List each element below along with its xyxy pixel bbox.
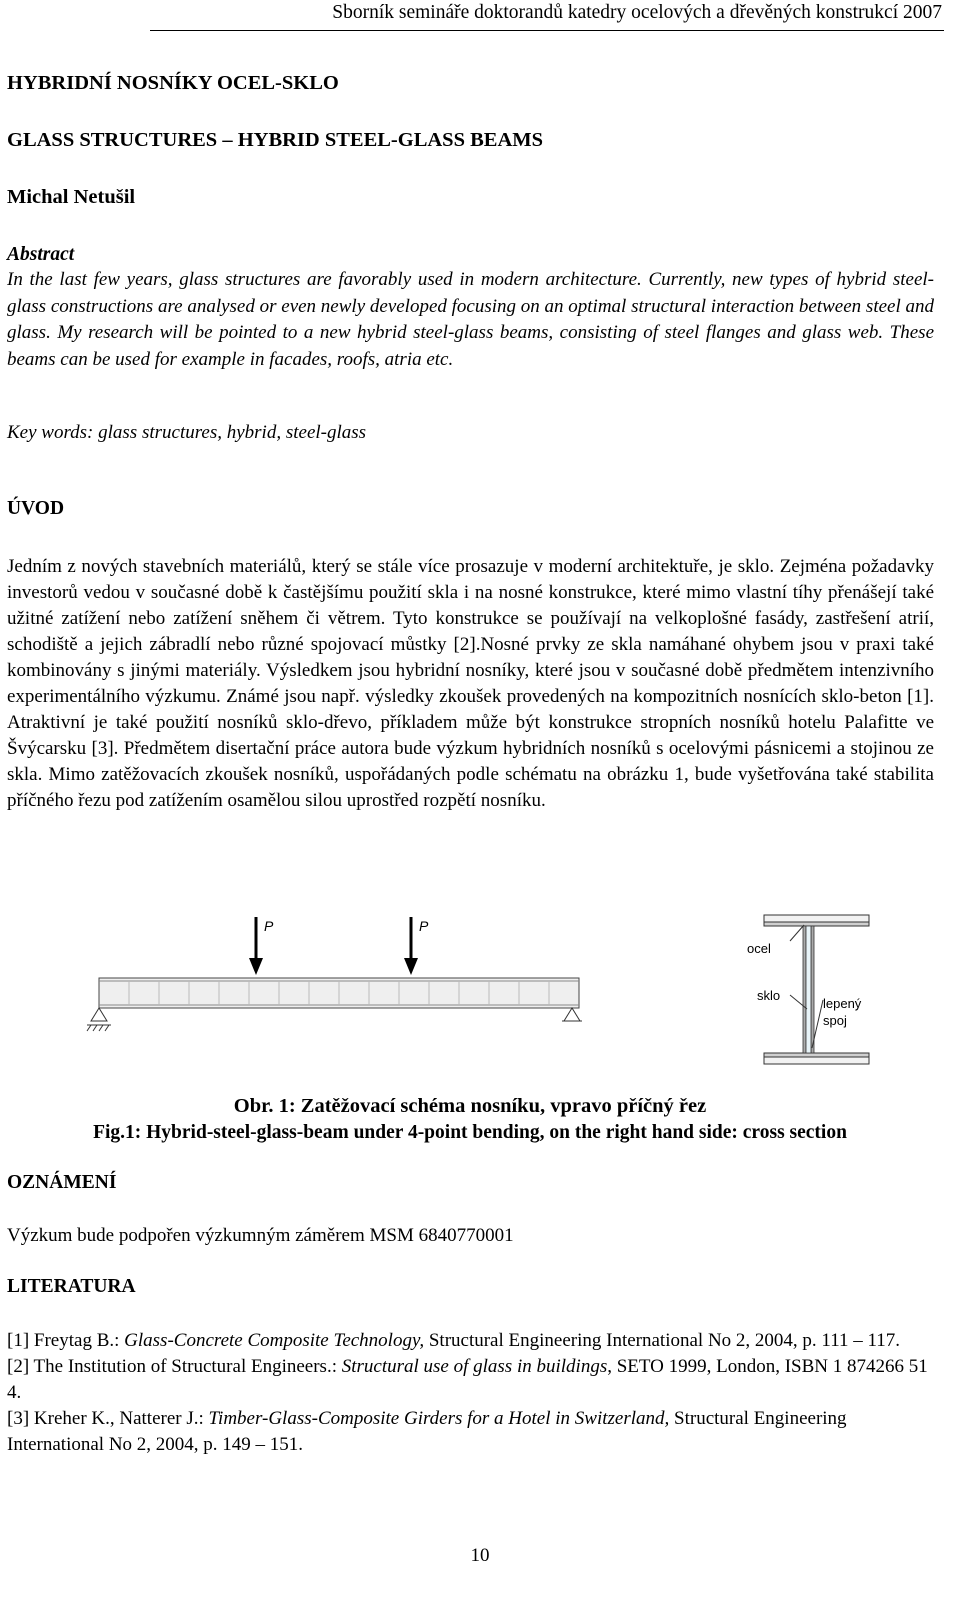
reference-source: Structural Engineering International No 2, 2004, p. 149 – 151.	[7, 1408, 847, 1455]
label-bonded-joint: lepený	[823, 996, 862, 1011]
reference-title: Structural use of glass in buildings	[341, 1356, 608, 1377]
reference-list	[7, 1328, 934, 1458]
title-cz: HYBRIDNÍ NOSNÍKY OCEL-SKLO	[7, 72, 339, 94]
reference-item	[7, 1406, 934, 1458]
load-label: P	[264, 918, 274, 934]
label-steel: ocel	[747, 941, 771, 956]
intro-text: Jedním z nových stavebních materiálů, který se stále více prosazuje v moderní architektuře, je sklo. Zejména požadavky investorů vedou v současné době k častějšímu použití skla i na nosné konstrukce, které mimo vlastní tíhy přenášejí také užitné zatížení nebo zatížení sněhem či větrem. Tyto konstrukce se používají na velkoplošné fasády, zastřešení atrií, schodiště a jejich zábradlí nebo různé spojovací můstky [2].Nosné prvky ze skla namáhané ohybem jsou v praxi také kombinovány s jinými materiály. Výsledkem jsou hybridní nosníky, které jsou v současné době předmětem intenzivního experimentálního výzkumu. Známé jsou např. výsledky zkoušek provedených na kompozitních nosnících sklo-beton [1]. Atraktivní je také použití nosníků sklo-dřevo, příkladem může být konstrukce stropních nosníků hotelu Palafitte ve Švýcarsku [3]. Předmětem disertační práce autora bude výzkum hybridních nosníků s ocelovými pásnicemi a stojinou ze skla. Mimo zatěžovacích zkoušek nosníků, uspořádaných podle schématu na obrázku 1, bude vyšetřována také stabilita příčného řezu pod zatížením osamělou silou uprostřed rozpětí nosníku.	[7, 556, 934, 811]
heading-announcement: OZNÁMENÍ	[7, 1172, 117, 1193]
running-head: Sborník semináře doktorandů katedry ocelových a dřevěných konstrukcí 2007	[332, 2, 942, 23]
figure-caption-cz: Obr. 1: Zatěžovací schéma nosníku, vpravo příčný řez	[233, 1095, 707, 1117]
reference-authors: [2] The Institution of Structural Engineers.:	[7, 1356, 342, 1377]
label-bonded-joint: spoj	[823, 1013, 847, 1028]
page-number: 10	[470, 1545, 490, 1566]
reference-title: Timber-Glass-Composite Girders for a Hotel in Switzerland,	[208, 1408, 670, 1429]
cross-section	[747, 915, 869, 1064]
reference-authors: [3] Kreher K., Natterer J.:	[7, 1408, 209, 1429]
author: Michal Netušil	[7, 186, 136, 208]
reference-title: Glass-Concrete Composite Technology,	[124, 1330, 425, 1351]
header-rule	[150, 30, 944, 31]
load-label: P	[419, 918, 429, 934]
announcement-text: Výzkum bude podpořen výzkumným záměrem MSM 6840770001	[7, 1225, 514, 1246]
reference-source: , SETO 1999, London, ISBN 1 874266 51 4.	[7, 1356, 928, 1403]
beam-schema	[87, 917, 582, 1031]
figure-1	[85, 905, 935, 1075]
load-arrow-1	[249, 917, 263, 975]
reference-authors: [1] Freytag B.:	[7, 1330, 125, 1351]
abstract-label: Abstract	[7, 244, 75, 265]
reference-item	[7, 1354, 934, 1406]
support-left	[87, 1008, 111, 1031]
title-en: GLASS STRUCTURES – HYBRID STEEL-GLASS BEAMS	[7, 129, 544, 151]
reference-item	[7, 1328, 934, 1354]
reference-source: Structural Engineering International No 2, 2004, p. 111 – 117.	[424, 1330, 901, 1351]
abstract-text: In the last few years, glass structures are favorably used in modern architecture. Currently, new types of hybrid steel-glass constructions are analysed or even newly developed focusing on an optimal structural interaction between steel and glass. My research will be pointed to a new hybrid steel-glass beams, consisting of steel flanges and glass web. These beams can be used for example in facades, roofs, atria etc.	[7, 269, 934, 370]
keywords: Key words: glass structures, hybrid, steel-glass	[7, 422, 367, 443]
heading-intro: ÚVOD	[7, 498, 65, 519]
heading-literature: LITERATURA	[7, 1276, 136, 1297]
load-arrow-2	[404, 917, 418, 975]
support-right	[562, 1008, 582, 1021]
figure-caption-en: Fig.1: Hybrid-steel-glass-beam under 4-point bending, on the right hand side: cross section	[93, 1122, 847, 1143]
label-glass: sklo	[757, 988, 781, 1003]
